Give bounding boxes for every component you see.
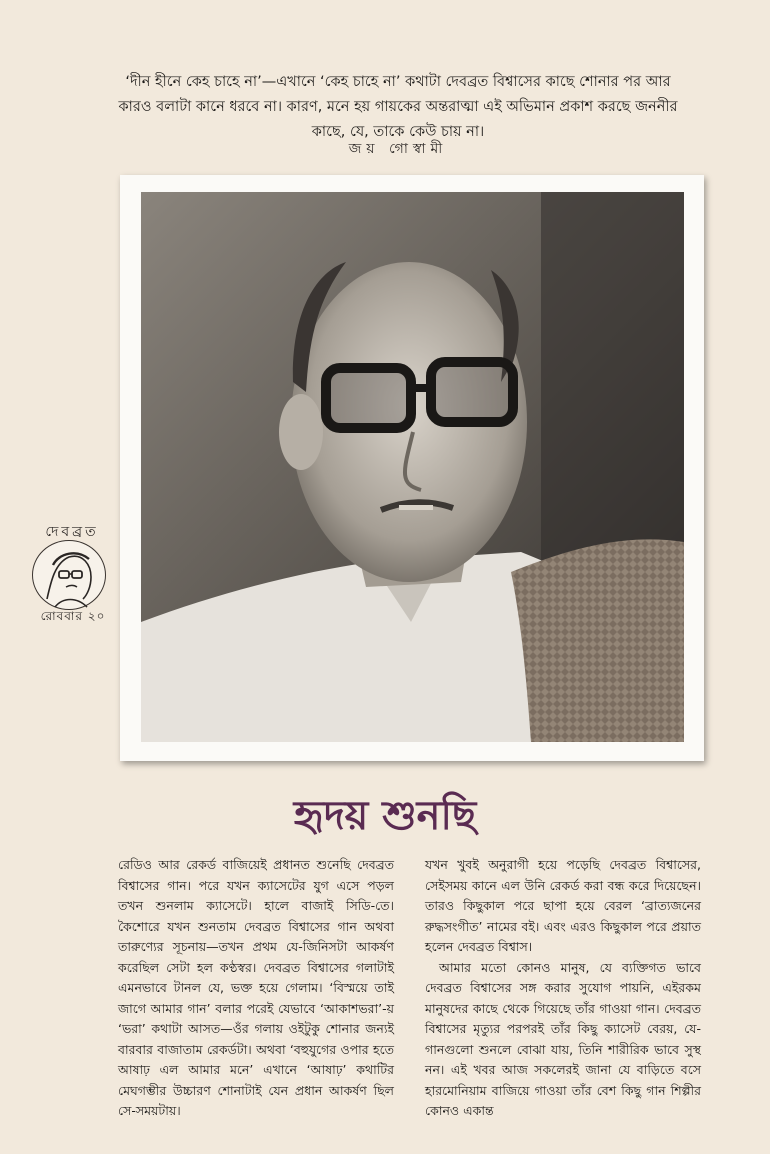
article-heading: হৃদয় শুনছি — [293, 793, 477, 839]
portrait-photo — [141, 192, 684, 742]
article-column-right — [425, 855, 701, 1122]
seal-title: দেবব্রত — [45, 524, 99, 540]
paragraph: যখন খুবই অনুরাগী হয়ে পড়েছি দেবব্রত বিশ্বাসের, সেইসময় কানে এল উনি রেকর্ড করা বন্ধ করে দিয়েছেন। তারও কিছুকাল পরে ছাপা হয়ে বেরল ‘ব্রাত্যজনের রুদ্ধসংগীত’ নামের বই। এবং এরও কিছুকাল পরে প্রয়াত হলেন দেবব্রত বিশ্বাস। — [425, 857, 701, 954]
seal-subtitle: রোববার ২০ — [40, 609, 106, 623]
paragraph: রেডিও আর রেকর্ড বাজিয়েই প্রধানত শুনেছি দেবব্রত বিশ্বাসের গান। পরে যখন ক্যাসেটের যুগ এসে পড়ল তখন শুনলাম ক্যাসেটে। হালে বাজাই সিডি-তে। কৈশোরে যখন শুনতাম দেবব্রত বিশ্বাসের গান অথবা তারুণ্যের সূচনায়—তখন প্রথম যে-জিনিসটা আকর্ষণ করেছিল সেটা হল কণ্ঠস্বর। দেবব্রত বিশ্বাসের গলাটাই এমনভাবে টানল যে, ভক্ত হয়ে গেলাম। ‘বিস্ময়ে তাই জাগে আমার গান’ বলার পরেই যেভাবে ‘আকাশভরা’-য় ‘ভরা’ কথাটা আসত—ওঁর গলায় ওইটুকু শোনার জন্যই বারবার বাজাতাম রেকর্ডটা। অথবা ‘বহুযুগের ওপার হতে আষাঢ় এল আমার মনে’ এখানে ‘আষাঢ়’ কথাটির মেঘগম্ভীর উচ্চারণ শোনাটাই যেন প্রধান আকর্ষণ ছিল সে-সময়টায়। — [118, 857, 394, 1118]
article-column-left — [118, 855, 394, 1122]
series-seal — [22, 520, 122, 630]
photo-frame — [120, 175, 704, 761]
portrait-sketch-icon — [32, 540, 106, 610]
pull-quote: ‘দীন হীনে কেহ চাহে না’—এখানে ‘কেহ চাহে না’ কথাটা দেবব্রত বিশ্বাসের কাছে শোনার পর আর কারও বলাটা কানে ধরবে না। কারণ, মনে হয় গায়কের অন্তরাত্মা এই অভিমান প্রকাশ করছে জননীর কাছে, যে, তাকে কেউ চায় না। — [118, 74, 678, 140]
paragraph: আমার মতো কোনও মানুষ, যে ব্যক্তিগত ভাবে দেবব্রত বিশ্বাসের সঙ্গ করার সুযোগ পায়নি, এইরকম মানুষদের কাছে থেকে গিয়েছে তাঁর গাওয়া গান। দেবব্রত বিশ্বাসের মৃত্যুর পরপরই তাঁর কিছু ক্যাসেট বেরয়, যে-গানগুলো শুনলে বোঝা যায়, তিনি শারীরিক ভাবে সুস্থ নন। এই খবর আজ সকলেরই জানা যে বাড়িতে বসে হারমোনিয়াম বাজিয়ে গাওয়া তাঁর বেশ কিছু গান শিল্পীর কোনও একান্ত — [425, 959, 701, 1118]
quote-author: জয় গোস্বামী — [348, 141, 448, 157]
